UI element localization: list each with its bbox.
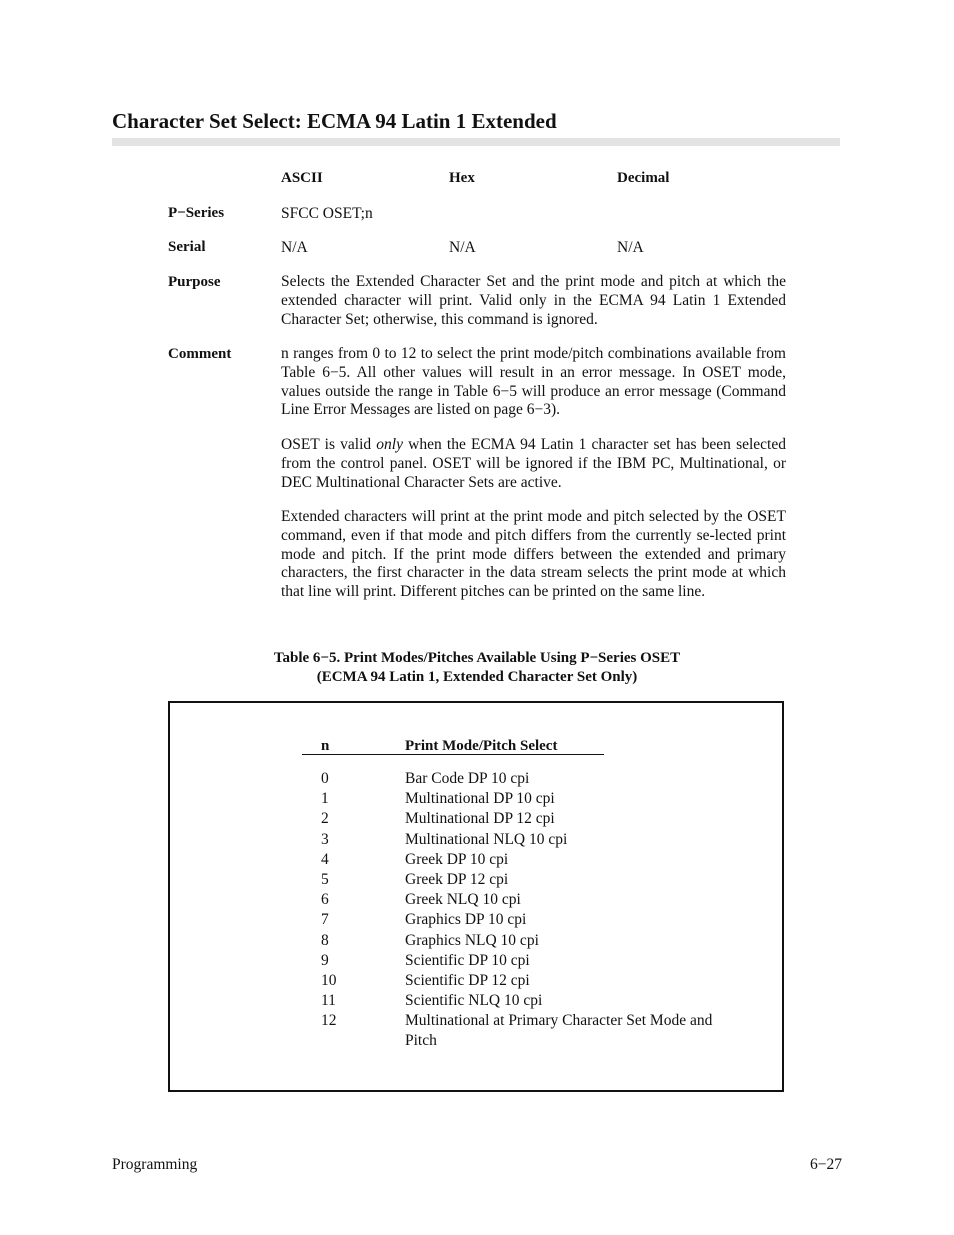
table-cell-n: 2: [321, 810, 329, 828]
table-cell-mode: Greek DP 12 cpi: [405, 870, 509, 888]
pseries-ascii-value: SFCC OSET;n: [281, 205, 373, 222]
comment-paragraph-2-end: when the ECMA 94 Latin 1 character set has been selected from the control panel. OSET will be ignored if the IBM PC, Multinational, or DEC Multinational Character Sets are active.: [281, 436, 786, 491]
table-caption-line-1: Table 6−5. Print Modes/Pitches Available Using P−Series OSET: [273, 650, 681, 666]
table-cell-mode: Greek NLQ 10 cpi: [405, 891, 521, 909]
table-cell-n: 4: [321, 850, 329, 868]
column-header-ascii: ASCII: [281, 170, 323, 186]
table-cell-mode: Multinational DP 10 cpi: [405, 790, 555, 808]
table-row: [170, 890, 782, 910]
row-label-pseries: P−Series: [168, 205, 225, 221]
comment-paragraph-1: n ranges from 0 to 12 to select the print mode/pitch combinations available from Table 6−5. All other values will result in an error message. In OSET mode, values outside the range in Table 6−5 will produce an error message (Command Line Error Messages are listed on page 6−3).: [281, 345, 786, 419]
serial-ascii-value: N/A: [281, 239, 308, 256]
table-row: [170, 951, 782, 971]
footer-page-number: 6−27: [810, 1156, 842, 1173]
table-cell-mode: Multinational DP 12 cpi: [405, 810, 555, 828]
table-cell-mode: Scientific DP 10 cpi: [405, 951, 530, 969]
table-cell-n: 5: [321, 870, 329, 888]
page-title: Character Set Select: ECMA 94 Latin 1 Extended: [112, 109, 557, 133]
table-cell-n: 11: [321, 992, 336, 1010]
table-caption-line-2: (ECMA 94 Latin 1, Extended Character Set Only): [316, 669, 638, 685]
table-row: [170, 769, 782, 789]
table-cell-mode: Scientific NLQ 10 cpi: [405, 992, 543, 1010]
table-cell-mode: Graphics DP 10 cpi: [405, 911, 527, 929]
comment-paragraph-2-start: OSET is valid: [281, 436, 377, 453]
table-row: [170, 809, 782, 829]
table-cell-n: 0: [321, 770, 329, 787]
table-cell-n: 10: [321, 971, 337, 989]
column-header-hex: Hex: [449, 170, 475, 186]
table-cell-n: 7: [321, 911, 329, 929]
row-label-serial: Serial: [168, 239, 206, 255]
table-cell-n: 6: [321, 891, 329, 909]
table-row: [170, 830, 782, 850]
table-cell-n: 3: [321, 830, 329, 848]
table-caption: [150, 649, 804, 687]
table-cell-n: 9: [321, 951, 329, 969]
purpose-text: Selects the Extended Character Set and the print mode and pitch at which the extended character will print. Valid only in the ECMA 94 Latin 1 Extended Character Set; otherwise, this command is ignored.: [281, 273, 786, 328]
table-header-n: n: [321, 738, 330, 754]
table-row: [170, 850, 782, 870]
table-row: [170, 789, 782, 809]
serial-hex-value: N/A: [449, 239, 476, 256]
column-header-decimal: Decimal: [617, 170, 670, 186]
footer-section: Programming: [112, 1156, 198, 1173]
table-row: [170, 1011, 782, 1050]
comment-emphasis: only: [376, 436, 403, 453]
table-header-mode: Print Mode/Pitch Select: [405, 738, 558, 754]
table-header-rule: [302, 754, 604, 755]
table-cell-mode: Greek DP 10 cpi: [405, 850, 509, 868]
comment-paragraph-3: Extended characters will print at the print mode and pitch selected by the OSET command, even if that mode and pitch differs from the currently se-lected print mode and pitch. If the print mode differs between the extended and primary characters, the first character in the data stream selects the print mode at which that line will print. Different pitches can be printed on the same line.: [281, 508, 786, 601]
table-cell-mode: Multinational at Primary Character Set Mode and Pitch: [405, 1012, 713, 1050]
serial-decimal-value: N/A: [617, 239, 644, 256]
table-cell-mode: Scientific DP 12 cpi: [405, 971, 530, 989]
table-cell-n: 1: [321, 790, 329, 808]
table-row: [170, 931, 782, 951]
table-row: [170, 870, 782, 890]
row-label-purpose: Purpose: [168, 274, 221, 290]
title-rule: [112, 138, 840, 146]
table-cell-mode: Multinational NLQ 10 cpi: [405, 830, 568, 848]
table-cell-mode: Graphics NLQ 10 cpi: [405, 931, 539, 949]
row-label-comment: Comment: [168, 346, 232, 362]
table-row: [170, 971, 782, 991]
table-cell-n: 12: [321, 1012, 337, 1030]
table-cell-n: 8: [321, 931, 329, 949]
table-cell-mode: Bar Code DP 10 cpi: [405, 770, 530, 787]
table-row: [170, 910, 782, 930]
table-body: [170, 769, 782, 1050]
print-mode-table: [168, 701, 784, 1092]
comment-paragraph-2: [281, 436, 786, 492]
table-row: [170, 991, 782, 1011]
